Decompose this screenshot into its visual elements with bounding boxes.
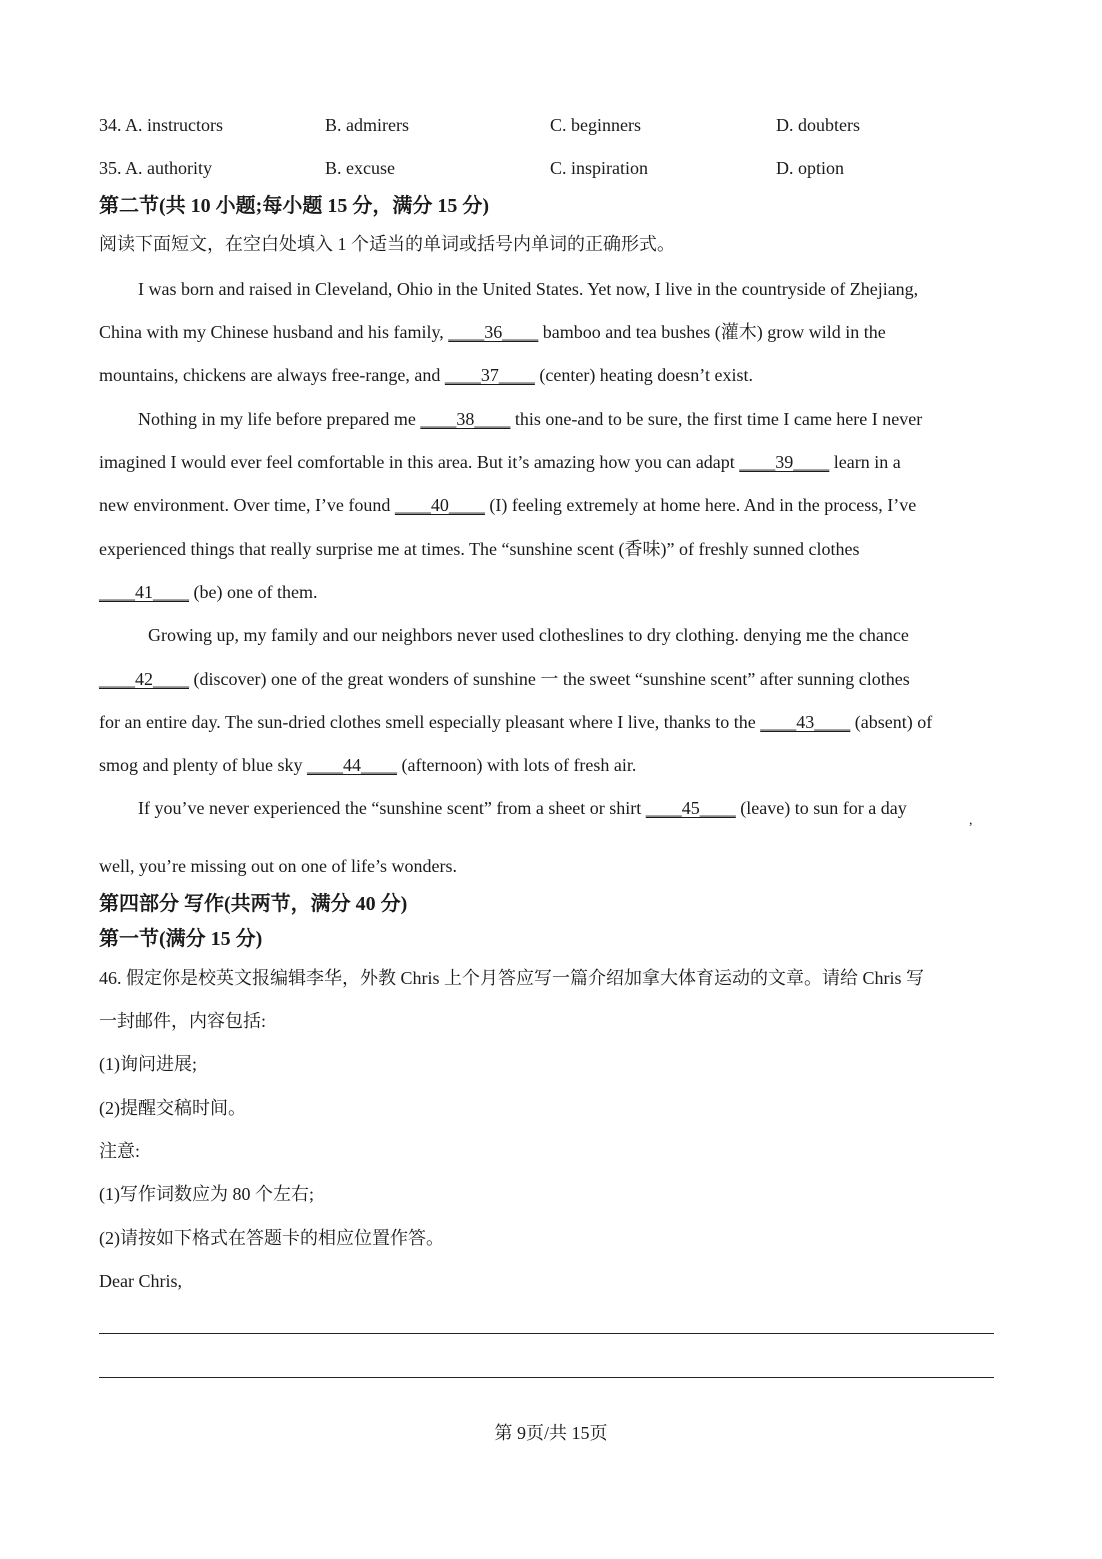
question-35-option-b: B. excuse xyxy=(325,158,395,178)
letter-salutation: Dear Chris, xyxy=(99,1271,182,1291)
writing-task-line: 46. 假定你是校英文报编辑李华，外教 Chris 上个月答应写一篇介绍加拿大体育运动的文章。请给 Chris 写 xyxy=(99,968,925,988)
passage-text: If you’ve never experienced the “sunshine scent” from a sheet or shirt xyxy=(138,798,646,818)
blank-40: ____40____ xyxy=(394,495,485,515)
passage-line xyxy=(138,408,922,430)
passage-line: Growing up, my family and our neighbors never used clotheslines to dry clothing. denying me the chance xyxy=(148,625,909,645)
question-35-number-and-option-a xyxy=(99,157,212,179)
question-34-option-c: C. beginners xyxy=(550,115,641,135)
question-34-option-b: B. admirers xyxy=(325,115,409,135)
writing-task-line: 一封邮件，内容包括: xyxy=(99,1011,267,1031)
passage-text: (be) one of them. xyxy=(189,582,318,602)
page-number: 第 9页/共 15页 xyxy=(494,1423,608,1443)
passage-text: bamboo and tea bushes (灌木) grow wild in the xyxy=(538,322,886,342)
passage-line xyxy=(99,364,753,386)
passage-text: (leave) to sun for a day xyxy=(735,798,907,818)
question-number: 35. xyxy=(99,158,122,178)
passage-text: (afternoon) with lots of fresh air. xyxy=(396,755,637,775)
blank-36: ____36____ xyxy=(448,322,539,342)
option-a: A. instructors xyxy=(125,115,224,135)
passage-line: well, you’re missing out on one of life’s wonders. xyxy=(99,856,457,876)
passage-text: (absent) of xyxy=(850,712,933,732)
passage-line xyxy=(138,797,907,819)
passage-text: Nothing in my life before prepared me xyxy=(138,409,421,429)
blank-37: ____37____ xyxy=(444,365,535,385)
question-35-option-c: C. inspiration xyxy=(550,158,648,178)
part-4-section-1-heading: 第一节(满分 15 分) xyxy=(99,928,263,950)
passage-line xyxy=(99,668,910,690)
passage-line: experienced things that really surprise me at times. The “sunshine scent (香味)” of freshly sunned clothes xyxy=(99,539,860,559)
stray-comma: , xyxy=(969,813,973,828)
question-number: 34. xyxy=(99,115,122,135)
passage-line xyxy=(99,581,317,603)
blank-42: ____42____ xyxy=(99,669,189,689)
answer-line xyxy=(99,1333,994,1334)
passage-line: I was born and raised in Cleveland, Ohio in the United States. Yet now, I live in the countryside of Zhejiang, xyxy=(138,279,919,299)
passage-line xyxy=(99,321,886,343)
passage-text: for an entire day. The sun-dried clothes smell especially pleasant where I live, thanks to the xyxy=(99,712,761,732)
task-item-1: (1)询问进展; xyxy=(99,1054,197,1074)
passage-line xyxy=(99,494,916,516)
blank-43: ____43____ xyxy=(760,712,851,732)
note-item-1: (1)写作词数应为 80 个左右; xyxy=(99,1184,314,1204)
section-2-heading: 第二节(共 10 小题;每小题 15 分，满分 15 分) xyxy=(99,195,489,217)
passage-text: China with my Chinese husband and his family, xyxy=(99,322,449,342)
passage-text: learn in a xyxy=(829,452,901,472)
question-34-option-d: D. doubters xyxy=(776,115,860,135)
blank-39: ____39____ xyxy=(739,452,830,472)
passage-text: mountains, chickens are always free-range, and xyxy=(99,365,445,385)
section-2-instruction: 阅读下面短文，在空白处填入 1 个适当的单词或括号内单词的正确形式。 xyxy=(99,234,675,254)
passage-line xyxy=(99,711,932,733)
blank-45: ____45____ xyxy=(645,798,736,818)
task-item-2: (2)提醒交稿时间。 xyxy=(99,1098,246,1118)
blank-41: ____41____ xyxy=(99,582,189,602)
passage-text: new environment. Over time, I’ve found xyxy=(99,495,395,515)
passage-text: (center) heating doesn’t exist. xyxy=(534,365,753,385)
question-35-option-d: D. option xyxy=(776,158,845,178)
passage-text: this one-and to be sure, the first time I came here I never xyxy=(510,409,923,429)
passage-text: smog and plenty of blue sky xyxy=(99,755,307,775)
question-34-number-and-option-a xyxy=(99,114,223,136)
passage-text: imagined I would ever feel comfortable in this area. But it’s amazing how you can adapt xyxy=(99,452,740,472)
answer-line xyxy=(99,1377,994,1378)
blank-44: ____44____ xyxy=(306,755,397,775)
part-4-heading: 第四部分 写作(共两节，满分 40 分) xyxy=(99,893,408,915)
passage-line xyxy=(99,451,901,473)
option-a: A. authority xyxy=(125,158,213,178)
passage-text: (discover) one of the great wonders of sunshine 一 the sweet “sunshine scent” after sunning clothes xyxy=(189,669,910,689)
blank-38: ____38____ xyxy=(420,409,511,429)
note-item-2: (2)请按如下格式在答题卡的相应位置作答。 xyxy=(99,1228,444,1248)
note-label: 注意: xyxy=(99,1141,141,1161)
passage-text: (I) feeling extremely at home here. And in the process, I’ve xyxy=(484,495,917,515)
passage-line xyxy=(99,754,636,776)
